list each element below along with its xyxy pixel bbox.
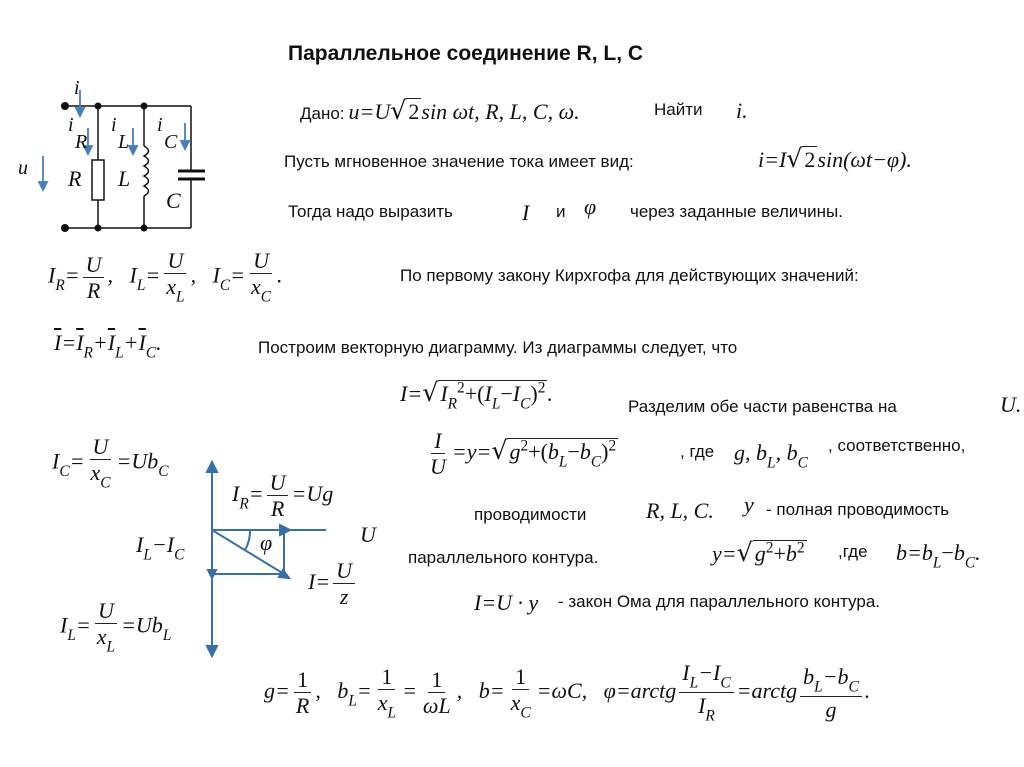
phi-arc <box>245 530 250 550</box>
diagram-I: I= $\frac{U}{z}$ <box>308 558 358 610</box>
divide-var: U. <box>1000 392 1022 417</box>
terminal-node <box>61 102 69 110</box>
svg-text:L: L <box>118 131 130 153</box>
formula-magnitude: $I=√I_R^2+(I_L-I_C)^2$. <box>400 378 553 413</box>
diagram-IC: $I_C=$ $\frac{U}{x_C}$ $=Ub_C$ <box>52 434 169 492</box>
diagram-diff: $I_L-I_C$ <box>136 532 185 564</box>
given-line: Дано: u=U√2sin ωt, R, L, C, ω. <box>300 96 580 125</box>
where-tail: , соответственно, <box>828 436 966 455</box>
diagram-IL: $I_L=$ $\frac{U}{x_L}$ $=Ub_L$ <box>60 598 172 656</box>
label-L: L <box>118 166 131 191</box>
y-var: y <box>744 492 754 517</box>
svg-text:i: i <box>111 114 117 136</box>
label-R: R <box>68 166 82 191</box>
inductor-symbol <box>144 146 149 196</box>
ohm-expr: I=U · y <box>474 590 539 615</box>
diagram-U: U <box>360 522 376 547</box>
terminal-node <box>61 224 69 232</box>
contour-text: параллельного контура. <box>408 548 599 567</box>
express-text-1: Тогда надо выразить <box>288 202 453 221</box>
express-and: и <box>556 202 566 221</box>
conductances-vars: R, L, C. <box>646 498 714 523</box>
express-text-2: через заданные величины. <box>630 202 843 221</box>
divide-text: Разделим обе части равенства на <box>628 397 897 416</box>
svg-text:i: i <box>157 114 163 136</box>
assume-expr: i=I√2sin(ωt−φ). <box>758 144 912 173</box>
express-var-phi: φ <box>584 194 597 219</box>
y-text: - полная проводимость <box>766 500 950 519</box>
where-label: , где <box>680 442 715 461</box>
build-text: Построим векторную диаграмму. Из диаграммы следует, что <box>258 338 738 357</box>
assume-text: Пусть мгновенное значение тока имеет вид: <box>284 152 634 171</box>
diagram-IR: $I_R=$ $\frac{U}{R}$ =Ug <box>232 470 334 522</box>
kirchhoff-text: По первому закону Кирхгофа для действующих значений: <box>400 266 859 285</box>
resistor-symbol <box>92 160 104 200</box>
page-title: Параллельное соединение R, L, C <box>288 42 644 65</box>
formula-y-sqrt: $y=√g^2+b^2$ <box>712 538 805 567</box>
svg-text:i: i <box>68 114 74 136</box>
svg-text:R: R <box>75 131 88 153</box>
formula-bottom: g= $\frac{1}{R}$ , $b_L=$ $\frac{1}{x_L}$ = $\frac{1}{\omega L}$ , b= $\frac{1}{x_C}$ =ωC, φ=arctg $\frac{I_L-I_C}{I_R}$ =arctg $\frac{b_L-b_C}{g}$ . <box>264 660 871 726</box>
diagram-phi: φ <box>260 530 273 555</box>
circuit-diagram <box>8 78 223 240</box>
formula-currents: $I_R=$ $\frac{U}{R}$ , $I_L=$ $\frac{U}{x_L}$ , $I_C=$ $\frac{U}{x_C}$ . <box>48 248 283 306</box>
express-var-I: I <box>522 200 530 225</box>
svg-text:C: C <box>164 131 178 153</box>
label-C: C <box>166 188 181 213</box>
formula-b: $b=b_L-b_C$. <box>896 540 981 572</box>
y-sqrt-where: ,где <box>838 542 868 561</box>
vector-I <box>212 530 284 574</box>
where-vars: g, $b_L$, $b_C$ <box>734 440 808 472</box>
formula-vector-sum: $\overline{I}=\overline{I}_R+\overline{I}_L+\overline{I}_C$. <box>54 330 162 362</box>
label-u: u <box>18 157 28 179</box>
formula-y: $\frac{I}{U}$ $=y=√g^2+(b_L-b_C)^2$ <box>430 428 617 480</box>
find-var: i. <box>736 98 748 123</box>
label-i: i <box>74 78 80 99</box>
conductances-text: проводимости <box>474 505 587 524</box>
ohm-text: - закон Ома для параллельного контура. <box>558 592 880 611</box>
find-label: Найти <box>654 100 703 119</box>
